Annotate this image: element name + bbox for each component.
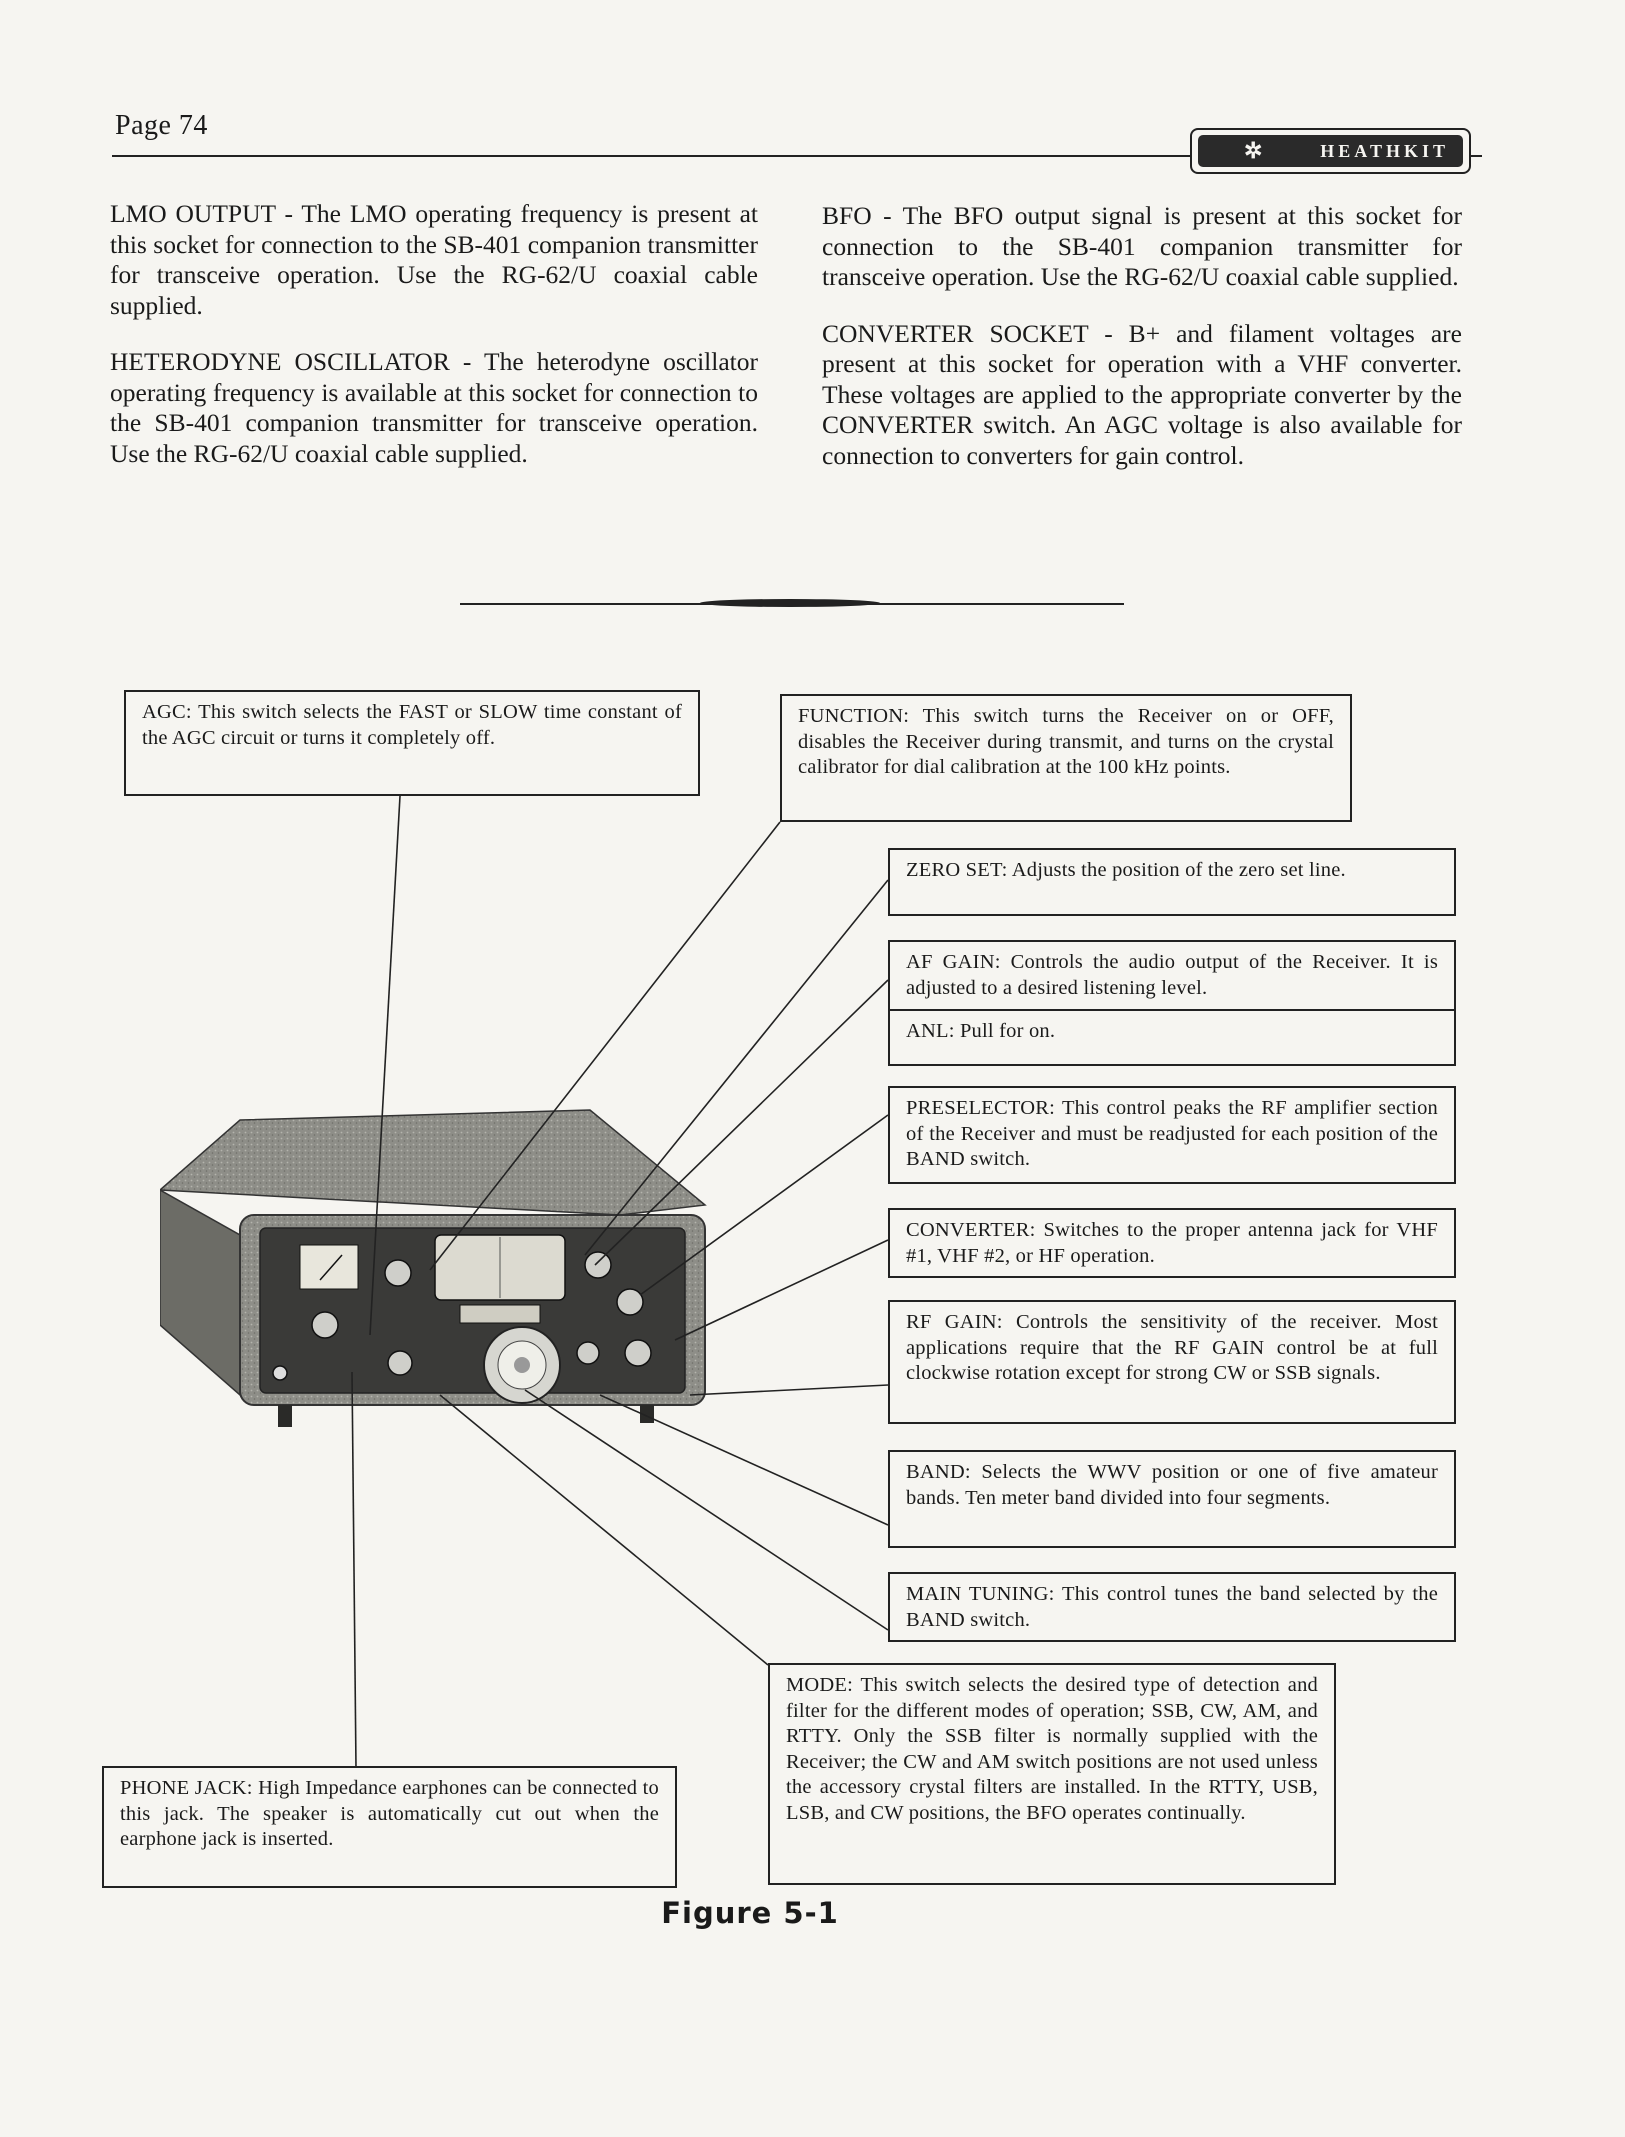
band-callout: BAND: Selects the WWV position or one of five amateur bands. Ten meter band divided into four segments.: [888, 1450, 1456, 1548]
preselector-callout: PRESELECTOR: This control peaks the RF amplifier section of the Receiver and must be readjusted for each position of the BAND switch.: [888, 1086, 1456, 1184]
heathkit-logo: [1190, 128, 1471, 174]
af-gain-text: AF GAIN: Controls the audio output of the Receiver. It is adjusted to a desired listening level.: [906, 951, 1438, 999]
converter-socket-paragraph: CONVERTER SOCKET - B+ and filament voltages are present at this socket for operation with a VHF converter. These voltages are applied to the appropriate converter by the CONVERTER switch. An AGC voltage is also available for connection to converters for gain control.: [822, 318, 1462, 470]
agc-callout: AGC: This switch selects the FAST or SLOW time constant of the AGC circuit or turns it completely off.: [124, 690, 700, 796]
receiver-illustration: [160, 1095, 740, 1445]
phone-jack-callout: PHONE JACK: High Impedance earphones can be connected to this jack. The speaker is automatically cut out when the earphone jack is inserted.: [102, 1766, 677, 1888]
atom-icon: ✲: [1244, 138, 1267, 163]
rf-gain-callout: RF GAIN: Controls the sensitivity of the receiver. Most applications require that the RF GAIN control be at full clockwise rotation except for strong CW or SSB signals.: [888, 1300, 1456, 1424]
converter-callout: CONVERTER: Switches to the proper antenna jack for VHF #1, VHF #2, or HF operation.: [888, 1208, 1456, 1278]
figure-caption: Figure 5-1: [661, 1896, 839, 1930]
lmo-output-paragraph: LMO OUTPUT - The LMO operating frequency is present at this socket for connection to the SB-401 companion transmitter for transceive operation. Use the RG-62/U coaxial cable supplied.: [110, 199, 758, 320]
function-callout: FUNCTION: This switch turns the Receiver on or OFF, disables the Receiver during transmit, and turns on the crystal calibrator for dial calibration at the 100 kHz points.: [780, 694, 1352, 822]
bfo-paragraph: BFO - The BFO output signal is present at this socket for connection to the SB-401 companion transmitter for transceive operation. Use the RG-62/U coaxial cable supplied.: [822, 201, 1462, 291]
zero-set-callout: ZERO SET: Adjusts the position of the zero set line.: [888, 848, 1456, 916]
anl-text: ANL: Pull for on.: [890, 1009, 1454, 1045]
af-gain-anl-callout: [888, 940, 1456, 1066]
right-column: [822, 201, 1462, 497]
section-divider-ornament: [700, 599, 880, 607]
mode-callout: MODE: This switch selects the desired type of detection and filter for the different modes of operation; SSB, CW, AM, and RTTY. Only the SSB filter is normally supplied with the Receiver; the CW and AM switch positions are not used unless the accessory crystal filters are installed. In the RTTY, USB, LSB, and CW positions, the BFO operates continually.: [768, 1663, 1336, 1885]
heterodyne-oscillator-paragraph: HETERODYNE OSCILLATOR - The heterodyne oscillator operating frequency is available at this socket for connection to the SB-401 companion transmitter for transceive operation. Use the RG-62/U coaxial cable supplied.: [110, 347, 758, 468]
page-number: Page 74: [115, 110, 208, 141]
main-tuning-callout: MAIN TUNING: This control tunes the band selected by the BAND switch.: [888, 1572, 1456, 1642]
brand-name: HEATHKIT: [1320, 140, 1449, 161]
left-column: [110, 199, 758, 495]
